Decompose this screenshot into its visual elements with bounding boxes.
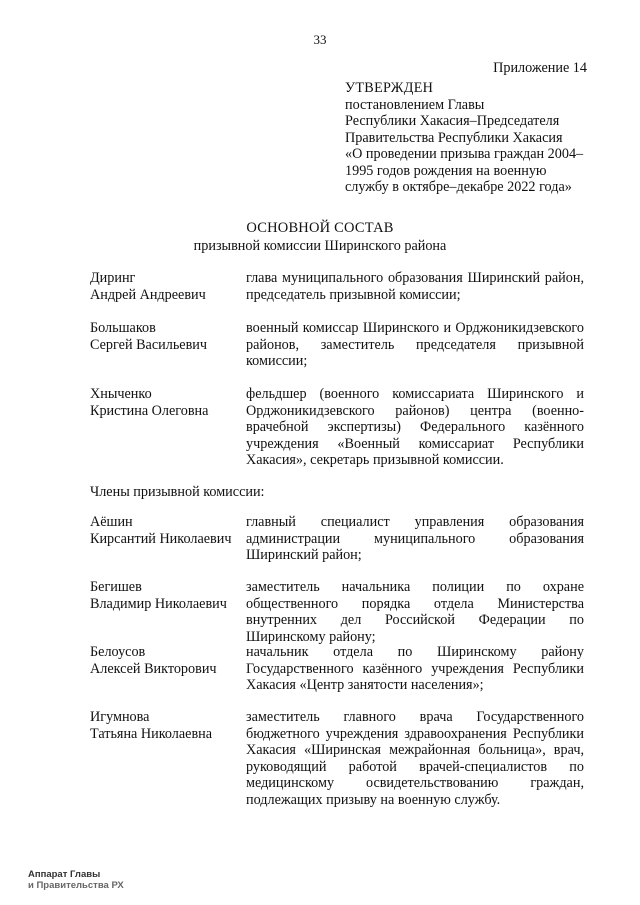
member-surname: Большаков [90,320,156,336]
member-name [90,386,240,419]
member-given-name: Кристина Олеговна [90,402,209,419]
member-given-name: Владимир Николаевич [90,595,227,612]
approval-line: «О проведении призыва граждан 2004– [345,146,584,162]
member-role: начальник отдела по Ширинскому району Государственного казённого учреждения Республики Хакасия «Центр занятости населения»; [246,644,584,693]
office-stamp-line: Аппарат Главы [28,869,101,880]
document-subtitle: призывной комиссии Ширинского района [193,238,447,254]
member-given-name: Татьяна Николаевна [90,725,213,742]
approval-heading: УТВЕРЖДЕН [345,80,434,96]
approval-line: постановлением Главы [345,96,485,113]
member-given-name: Андрей Андреевич [90,286,206,303]
member-name [90,270,240,303]
approval-line: службу в октябре–декабре 2022 года» [345,179,572,195]
member-surname: Аёшин [90,514,133,530]
member-given-name: Алексей Викторович [90,660,217,677]
member-name [90,514,240,547]
member-name [90,579,240,612]
member-role: глава муниципального образования Ширинский район, председатель призывной комиссии; [246,270,584,303]
appendix-label: Приложение 14 [493,60,587,76]
member-role: заместитель начальника полиции по охране общественного порядка отдела Министерства внутренних дел Российской Федерации по Ширинскому району; [246,579,584,645]
member-given-name: Кирсантий Николаевич [90,530,232,547]
member-name [90,709,240,742]
member-surname: Игумнова [90,709,150,725]
approval-block [345,80,595,196]
member-surname: Белоусов [90,644,146,660]
member-surname: Бегишев [90,579,142,595]
document-title: ОСНОВНОЙ СОСТАВ [246,220,394,236]
member-name [90,644,240,677]
member-name [90,320,240,353]
page-number: 33 [313,32,327,47]
member-role: военный комиссар Ширинского и Орджоникидзевского районов, заместитель председателя призывной комиссии; [246,320,584,369]
member-role: фельдшер (военного комиссариата Ширинского и Орджоникидзевского районов) центра (военно-врачебной экспертизы) Федерального казённого учреждения «Военный комиссариат Республики Хакасия», секретарь призывной комиссии. [246,386,584,468]
member-surname: Диринг [90,270,136,286]
member-surname: Хныченко [90,386,152,402]
office-stamp-line: и Правительства РХ [28,880,124,891]
approval-line: Правительства Республики Хакасия [345,129,563,146]
members-section-label: Члены призывной комиссии: [90,484,265,500]
member-role: главный специалист управления образования администрации муниципального образования Ширинский район; [246,514,584,563]
member-role: заместитель главного врача Государственного бюджетного учреждения здравоохранения Республики Хакасия «Ширинская межрайонная больница», врач, руководящий работой врачей-специалистов по медицинскому освидетельствованию граждан, подлежащих призыву на военную службу. [246,709,584,808]
approval-line: Республики Хакасия–Председателя [345,113,560,129]
approval-line: 1995 годов рождения на военную [345,162,547,179]
member-given-name: Сергей Васильевич [90,336,208,353]
